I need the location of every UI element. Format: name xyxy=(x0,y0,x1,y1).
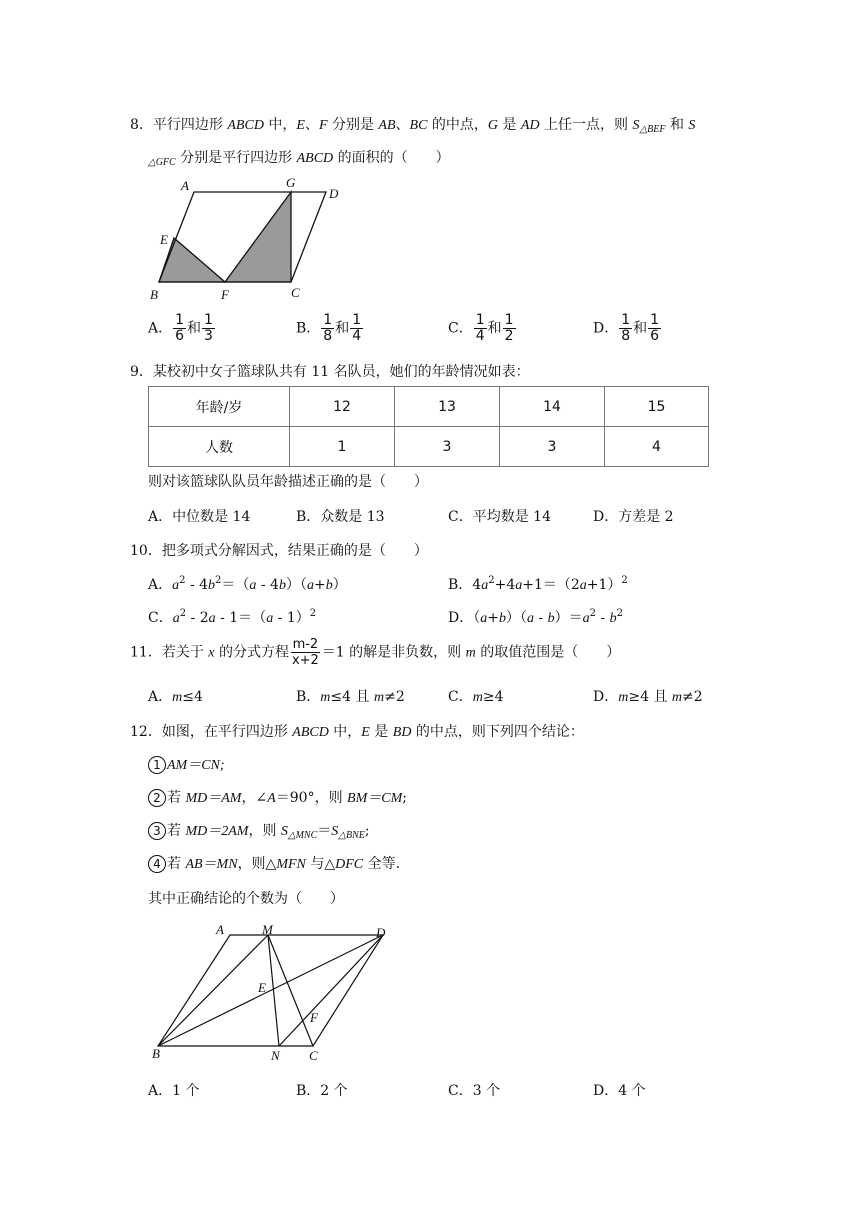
q9-option-d[interactable]: D．方差是 2 xyxy=(593,509,674,525)
table-cell: 13 xyxy=(395,387,500,427)
q8-option-c[interactable]: C． $\frac{1}{4}$ 和 $\frac{1}{2}$ xyxy=(448,312,514,344)
q12-conclusion-4: 4 若 AB＝MN，则△MFN 与△DFC 全等. xyxy=(148,853,400,873)
label-C: C xyxy=(291,285,300,300)
label-B: B xyxy=(150,287,158,302)
q12-option-c[interactable]: C．3 个 xyxy=(448,1083,501,1099)
q9-question: 则对该篮球队队员年龄描述正确的是（ ） xyxy=(148,474,428,490)
label-A: A xyxy=(181,178,189,193)
label-N: N xyxy=(271,1048,280,1063)
q10-option-c[interactable]: C．$a^2$ ‑ 2a ‑ 1＝（a ‑ 1）$^2$ xyxy=(148,608,317,626)
table-row xyxy=(149,387,709,427)
table-cell: 3 xyxy=(500,427,605,467)
table-cell: 15 xyxy=(605,387,709,427)
table-row xyxy=(149,427,709,467)
q8-line1: 8．平行四边形 ABCD 中，E、F 分别是 AB、BC 的中点，G 是 AD 上任一点，则 $S_{\triangle BEF}$ 和 S xyxy=(130,117,696,135)
q11-option-d[interactable]: D．m≥4 且 m≠2 xyxy=(593,689,703,705)
q12-figure xyxy=(148,920,398,1065)
table-cell: 3 xyxy=(395,427,500,467)
label-B: B xyxy=(152,1046,160,1061)
q9-option-b[interactable]: B．众数是 13 xyxy=(296,509,385,525)
q11-text: 11．若关于 x 的分式方程 $\frac{m-2}{x+2}$ ＝1 的解是非负数，则 m 的取值范围是（ ） xyxy=(130,637,621,668)
q8-option-d[interactable]: D． $\frac{1}{8}$ 和 $\frac{1}{6}$ xyxy=(593,312,660,344)
label-A: A xyxy=(216,922,224,937)
q8-line2: $_{\triangle GFC}$ 分别是平行四边形 ABCD 的面积的（ ） xyxy=(148,150,450,168)
q11-option-a[interactable]: A．m≤4 xyxy=(148,689,203,705)
label-M: M xyxy=(262,922,273,937)
table-cell: 1 xyxy=(290,427,395,467)
label-F: F xyxy=(221,287,229,302)
q12-conclusion-3: 3 若 MD＝2AM，则 $S_{\triangle MNC}=S_{\triangle BNE}$; xyxy=(148,820,370,841)
fraction: $\frac{1}{6}$ xyxy=(650,312,660,344)
q12-text: 12．如图，在平行四边形 ABCD 中，E 是 BD 的中点，则下列四个结论： xyxy=(130,724,584,740)
q9-text: 9．某校初中女子篮球队共有 11 名队员，她们的年龄情况如表： xyxy=(130,364,530,380)
fraction: $\frac{1}{8}$ xyxy=(621,312,631,344)
q10-text: 10．把多项式分解因式，结果正确的是（ ） xyxy=(130,543,428,559)
label-D: D xyxy=(329,186,339,201)
table-cell: 4 xyxy=(605,427,709,467)
q11-option-b[interactable]: B．m≤4 且 m≠2 xyxy=(296,689,405,705)
q12-conclusion-1: 1 AM＝CN; xyxy=(148,754,225,774)
label-C: C xyxy=(309,1048,318,1063)
q12-option-d[interactable]: D．4 个 xyxy=(593,1083,646,1099)
q8-option-a[interactable]: A． $\frac{1}{6}$ 和 $\frac{1}{3}$ xyxy=(148,312,213,344)
fraction: $\frac{m-2}{x+2}$ xyxy=(291,637,319,668)
fraction: $\frac{1}{8}$ xyxy=(323,312,333,344)
shaded-triangle-bef xyxy=(159,238,225,282)
q8-figure xyxy=(145,172,345,307)
table-cell: 人数 xyxy=(149,427,290,467)
fraction: $\frac{1}{4}$ xyxy=(352,312,362,344)
fraction: $\frac{1}{2}$ xyxy=(504,312,514,344)
table-cell: 12 xyxy=(290,387,395,427)
label-E: E xyxy=(258,980,266,995)
label-D: D xyxy=(376,925,386,940)
shaded-triangle-gfc xyxy=(225,192,291,282)
circled-number: 4 xyxy=(148,855,166,873)
label-F: F xyxy=(310,1010,318,1025)
q10-option-d[interactable]: D．（a+b）（a ‑ $b)=a^2$ ‑ $b^2$ xyxy=(448,608,623,626)
circled-number: 1 xyxy=(148,756,166,774)
fraction: $\frac{1}{3}$ xyxy=(204,312,213,344)
q11-option-c[interactable]: C．m≥4 xyxy=(448,689,504,705)
q8-option-b[interactable]: B． $\frac{1}{8}$ 和 $\frac{1}{4}$ xyxy=(296,312,362,344)
q10-option-b[interactable]: B．$4a^2+4a+1=(2a+1)^2$ xyxy=(448,575,628,593)
q9-option-a[interactable]: A．中位数是 14 xyxy=(148,509,251,525)
q12-option-a[interactable]: A．1 个 xyxy=(148,1083,200,1099)
circled-number: 2 xyxy=(148,789,166,807)
circled-number: 3 xyxy=(148,822,166,840)
q12-option-b[interactable]: B．2 个 xyxy=(296,1083,348,1099)
q12-question: 其中正确结论的个数为（ ） xyxy=(148,891,344,907)
table-cell: 年龄/岁 xyxy=(149,387,290,427)
fraction: $\frac{1}{4}$ xyxy=(475,312,485,344)
fraction: $\frac{1}{6}$ xyxy=(175,312,185,344)
age-table xyxy=(148,386,709,467)
q9-option-c[interactable]: C．平均数是 14 xyxy=(448,509,551,525)
label-E: E xyxy=(160,232,168,247)
q12-conclusion-2: 2 若 MD＝AM，∠A＝90°，则 BM＝CM; xyxy=(148,787,407,807)
table-cell: 14 xyxy=(500,387,605,427)
q10-option-a[interactable]: A．$a^2$ ‑ $4b^2=(a$ ‑ 4b）（a+b） xyxy=(148,575,347,593)
label-G: G xyxy=(286,175,296,190)
